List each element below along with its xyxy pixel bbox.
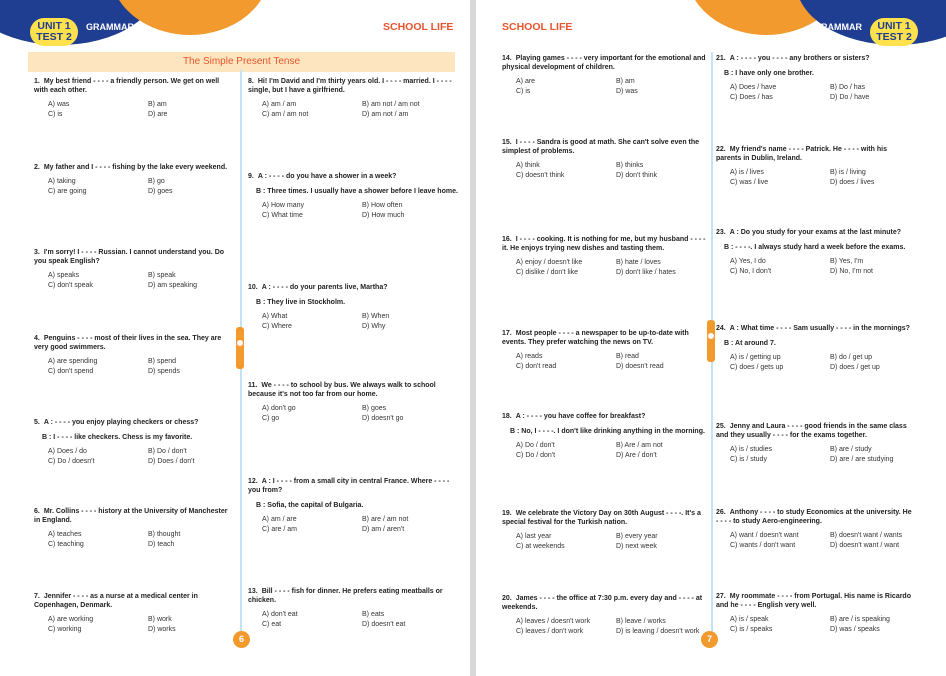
question-23 <box>716 228 914 276</box>
question-25 <box>716 422 914 464</box>
question-number: 21. <box>716 55 726 62</box>
answer-options <box>248 404 458 423</box>
dialogue-line: B : They live in Stockholm. <box>256 299 346 306</box>
question-7 <box>34 592 234 634</box>
answer-options <box>248 610 458 629</box>
answer-option[interactable]: B) read <box>616 353 639 360</box>
answer-options <box>502 617 706 636</box>
answer-option[interactable]: B) thought <box>148 531 181 538</box>
question-number: 24. <box>716 325 726 332</box>
answer-options <box>34 615 234 634</box>
question-number: 8. <box>248 78 254 85</box>
answer-option[interactable]: B) goes <box>362 405 387 412</box>
question-8 <box>248 77 458 119</box>
answer-options <box>716 353 914 372</box>
side-tab-marker <box>707 320 715 362</box>
answer-options <box>34 447 234 466</box>
question-text: Jennifer - - - - as a nurse at a medical center in Copenhagen, Denmark. <box>34 593 198 609</box>
answer-option[interactable]: A) leaves / doesn't work <box>516 618 591 625</box>
question-number: 17. <box>502 330 512 337</box>
answer-option[interactable]: C) was / live <box>730 179 769 186</box>
answer-option[interactable]: B) every year <box>616 533 658 540</box>
answer-options <box>34 177 234 196</box>
answer-option[interactable]: D) next week <box>616 543 657 550</box>
answer-option[interactable]: B) hate / loves <box>616 259 661 266</box>
answer-option[interactable]: C) are going <box>48 188 87 195</box>
answer-option[interactable]: C) am / am not <box>262 111 309 118</box>
answer-option[interactable]: C) don't spend <box>48 368 94 375</box>
answer-option[interactable]: D) is leaving / doesn't work <box>616 628 700 635</box>
answer-option[interactable]: D) am / aren't <box>362 526 405 533</box>
answer-option[interactable]: D) No, I'm not <box>830 268 873 275</box>
answer-options <box>502 532 706 551</box>
question-17 <box>502 329 706 371</box>
question-stem <box>716 145 914 163</box>
dialogue-line: B : I have only one brother. <box>724 70 814 77</box>
dialogue-line: B : At around 7. <box>724 340 776 347</box>
test-label: TEST 2 <box>876 31 912 43</box>
answer-option[interactable]: A) is / speak <box>730 616 769 623</box>
question-number: 10. <box>248 284 258 291</box>
answer-options <box>34 100 234 119</box>
question-stem <box>502 509 706 527</box>
question-text: James - - - - the office at 7:30 p.m. every day and - - - - at weekends. <box>502 595 703 611</box>
unit-label: UNIT 1 <box>877 20 911 32</box>
answer-options <box>716 531 914 550</box>
question-text: A : - - - - do you have a shower in a week? <box>257 173 397 180</box>
answer-option[interactable]: C) is <box>516 88 531 95</box>
question-text: I'm sorry! I - - - - Russian. I cannot understand you. Do you speak English? <box>34 249 225 265</box>
answer-option[interactable]: C) is / speaks <box>730 626 773 633</box>
question-text: We celebrate the Victory Day on 30th August - - - -. It's a special festival for the Turkish nation. <box>502 510 701 526</box>
question-number: 27. <box>716 593 726 600</box>
question-15 <box>502 138 706 180</box>
question-20 <box>502 594 706 636</box>
question-text: Playing games - - - - very important for the emotional and physical development of children. <box>502 55 706 71</box>
answer-option[interactable]: A) What <box>262 313 288 320</box>
answer-option[interactable]: D) doesn't read <box>616 363 664 370</box>
question-13 <box>248 587 458 629</box>
answer-options <box>34 357 234 376</box>
question-text: A : - - - - do your parents live, Martha? <box>261 284 388 291</box>
question-18 <box>502 412 706 460</box>
question-stem <box>34 163 234 172</box>
answer-option[interactable]: B) am <box>616 78 635 85</box>
question-stem <box>34 592 234 610</box>
question-text: My father and I - - - - fishing by the lake every weekend. <box>43 164 228 171</box>
question-number: 6. <box>34 508 40 515</box>
answer-option[interactable]: D) doesn't go <box>362 415 404 422</box>
answer-option[interactable]: A) teaches <box>48 531 82 538</box>
question-stem <box>248 381 458 399</box>
page-number: 7 <box>701 631 718 648</box>
question-number: 20. <box>502 595 512 602</box>
unit-badge <box>30 18 78 46</box>
answer-option[interactable]: B) go <box>148 178 165 185</box>
question-stem <box>502 412 706 421</box>
question-text: Mr. Collins - - - - history at the University of Manchester in England. <box>34 508 228 524</box>
question-text: My roommate - - - - from Portugal. His name is Ricardo and he - - - - English very well. <box>716 593 911 609</box>
question-12 <box>248 477 458 534</box>
answer-option[interactable]: D) spends <box>148 368 180 375</box>
answer-option[interactable]: A) last year <box>516 533 552 540</box>
question-stem <box>248 587 458 605</box>
question-text: Hi! I'm David and I'm thirty years old. I - - - - married. I - - - - single, but I have a girlfriend. <box>248 78 452 94</box>
question-number: 22. <box>716 146 726 153</box>
question-24 <box>716 324 914 372</box>
answer-option[interactable]: C) at weekends <box>516 543 565 550</box>
question-text: Most people - - - - a newspaper to be up-to-date with events. They prefer watching the news on TV. <box>502 330 689 346</box>
answer-option[interactable]: C) No, I don't <box>730 268 772 275</box>
answer-option[interactable]: B) work <box>148 616 172 623</box>
answer-option[interactable]: A) Do / don't <box>516 442 555 449</box>
question-text: A : - - - - you have coffee for breakfast? <box>515 413 646 420</box>
question-text: A : - - - - you - - - - any brothers or sisters? <box>729 55 870 62</box>
answer-option[interactable]: D) are / are studying <box>830 456 894 463</box>
answer-option[interactable]: C) Does / has <box>730 94 773 101</box>
unit-label: UNIT 1 <box>37 20 71 32</box>
answer-option[interactable]: D) doesn't want / want <box>830 542 900 549</box>
answer-option[interactable]: A) think <box>516 162 540 169</box>
answer-option[interactable]: B) leave / works <box>616 618 666 625</box>
question-number: 25. <box>716 423 726 430</box>
answer-option[interactable]: D) am not / am <box>362 111 409 118</box>
answer-option[interactable]: B) am <box>148 101 167 108</box>
answer-options <box>502 441 706 460</box>
answer-option[interactable]: A) don't eat <box>262 611 298 618</box>
answer-option[interactable]: A) Yes, I do <box>730 258 766 265</box>
question-stem <box>34 334 234 352</box>
answer-option[interactable]: D) Why <box>362 323 386 330</box>
question-9 <box>248 172 458 220</box>
question-number: 15. <box>502 139 512 146</box>
question-number: 12. <box>248 478 258 485</box>
answer-option[interactable]: A) don't go <box>262 405 296 412</box>
question-22 <box>716 145 914 187</box>
question-stem <box>716 592 914 610</box>
answer-option[interactable]: A) was <box>48 101 70 108</box>
answer-option[interactable]: D) doesn't eat <box>362 621 406 628</box>
answer-option[interactable]: C) does / gets up <box>730 364 784 371</box>
school-life-label: SCHOOL LIFE <box>502 21 573 33</box>
question-stem <box>34 248 234 266</box>
question-stem <box>716 54 914 63</box>
question-number: 4. <box>34 335 40 342</box>
question-26 <box>716 508 914 550</box>
answer-option[interactable]: B) Yes, I'm <box>830 258 864 265</box>
answer-options <box>716 615 914 634</box>
section-title: The Simple Present Tense <box>28 52 455 72</box>
answer-option[interactable]: B) is / living <box>830 169 866 176</box>
answer-option[interactable]: B) How often <box>362 202 403 209</box>
answer-option[interactable]: A) is / studies <box>730 446 773 453</box>
answer-option[interactable]: B) thinks <box>616 162 644 169</box>
answer-option[interactable]: C) don't read <box>516 363 557 370</box>
question-number: 1. <box>34 78 40 85</box>
question-16 <box>502 235 706 277</box>
unit-badge <box>870 18 918 46</box>
answer-option[interactable]: B) doesn't want / wants <box>830 532 903 539</box>
answer-option[interactable]: B) speak <box>148 272 176 279</box>
answer-option[interactable]: B) are / study <box>830 446 872 453</box>
answer-option[interactable]: A) are <box>516 78 536 85</box>
answer-option[interactable]: C) Do / doesn't <box>48 458 95 465</box>
answer-option[interactable]: D) Are / don't <box>616 452 657 459</box>
school-life-label: SCHOOL LIFE <box>383 21 454 33</box>
answer-options <box>248 201 458 220</box>
test-label: TEST 2 <box>36 31 72 43</box>
answer-option[interactable]: B) spend <box>148 358 177 365</box>
question-number: 3. <box>34 249 40 256</box>
answer-option[interactable]: D) Do / have <box>830 94 870 101</box>
question-6 <box>34 507 234 549</box>
answer-option[interactable]: C) leaves / don't work <box>516 628 584 635</box>
answer-options <box>248 515 458 534</box>
answer-option[interactable]: B) Are / am not <box>616 442 663 449</box>
answer-option[interactable]: A) are spending <box>48 358 98 365</box>
answer-option[interactable]: D) does / get up <box>830 364 880 371</box>
answer-option[interactable]: B) Do / don't <box>148 448 187 455</box>
answer-options <box>34 271 234 290</box>
answer-option[interactable]: C) eat <box>262 621 282 628</box>
answer-option[interactable]: B) am not / am not <box>362 101 420 108</box>
question-number: 13. <box>248 588 258 595</box>
question-19 <box>502 509 706 551</box>
question-number: 2. <box>34 164 40 171</box>
answer-options <box>502 77 706 96</box>
question-text: Penguins - - - - most of their lives in the sea. They are very good swimmers. <box>34 335 222 351</box>
question-stem <box>502 138 706 156</box>
question-stem <box>34 418 234 427</box>
answer-option[interactable]: C) working <box>48 626 82 633</box>
answer-option[interactable]: A) is / lives <box>730 169 764 176</box>
answer-option[interactable]: D) was / speaks <box>830 626 880 633</box>
question-14 <box>502 54 706 96</box>
answer-option[interactable]: D) are <box>148 111 168 118</box>
question-stem <box>716 228 914 237</box>
answer-option[interactable]: A) Does / have <box>730 84 777 91</box>
question-stem <box>716 508 914 526</box>
question-4 <box>34 334 234 376</box>
question-number: 5. <box>34 419 40 426</box>
answer-option[interactable]: B) Do / has <box>830 84 866 91</box>
answer-options <box>248 100 458 119</box>
question-21 <box>716 54 914 102</box>
answer-options <box>502 352 706 371</box>
question-11 <box>248 381 458 423</box>
question-number: 26. <box>716 509 726 516</box>
question-stem <box>248 283 458 292</box>
question-stem <box>716 324 914 333</box>
right-page <box>476 0 946 676</box>
dialogue-line: B : - - - -. I always study hard a week before the exams. <box>724 244 906 251</box>
answer-option[interactable]: D) does / lives <box>830 179 875 186</box>
question-text: I - - - - Sandra is good at math. She can't solve even the simplest of problems. <box>502 139 700 155</box>
question-number: 9. <box>248 173 254 180</box>
dialogue-line: B : I - - - - like checkers. Chess is my favorite. <box>42 434 193 441</box>
question-number: 14. <box>502 55 512 62</box>
answer-option[interactable]: C) is <box>48 111 63 118</box>
answer-options <box>34 530 234 549</box>
answer-option[interactable]: C) Do / don't <box>516 452 556 459</box>
answer-option[interactable]: A) speaks <box>48 272 80 279</box>
question-5 <box>34 418 234 466</box>
answer-option[interactable]: D) works <box>148 626 176 633</box>
question-stem <box>248 172 458 181</box>
grammar-label: GRAMMAR <box>814 22 862 32</box>
side-tab-marker <box>236 327 244 369</box>
question-stem <box>502 329 706 347</box>
question-text: My friend's name - - - - Patrick. He - - - - with his parents in Dublin, Ireland. <box>716 146 887 162</box>
answer-option[interactable]: A) How many <box>262 202 305 209</box>
answer-options <box>716 168 914 187</box>
question-text: Jenny and Laura - - - - good friends in the same class and they usually - - - - for the exams together. <box>716 423 907 439</box>
answer-option[interactable]: C) Where <box>262 323 292 330</box>
answer-option[interactable]: C) wants / don't want <box>730 542 796 549</box>
answer-options <box>716 83 914 102</box>
answer-option[interactable]: A) taking <box>48 178 76 185</box>
answer-option[interactable]: D) teach <box>148 541 175 548</box>
question-text: A : - - - - you enjoy playing checkers or chess? <box>43 419 199 426</box>
question-text: A : What time - - - - Sam usually - - - - in the mornings? <box>729 325 910 332</box>
left-page <box>0 0 470 676</box>
dialogue-line: B : No, I - - - -. I don't like drinking anything in the morning. <box>510 428 705 435</box>
answer-option[interactable]: D) goes <box>148 188 173 195</box>
answer-option[interactable]: A) reads <box>516 353 543 360</box>
answer-options <box>502 258 706 277</box>
question-stem <box>502 54 706 72</box>
answer-option[interactable]: A) Does / do <box>48 448 87 455</box>
answer-option[interactable]: C) go <box>262 415 280 422</box>
question-number: 23. <box>716 229 726 236</box>
question-1 <box>34 77 234 119</box>
question-2 <box>34 163 234 196</box>
answer-options <box>716 257 914 276</box>
question-stem <box>248 477 458 495</box>
answer-option[interactable]: C) dislike / don't like <box>516 269 579 276</box>
answer-options <box>248 312 458 331</box>
question-text: My best friend - - - - a friendly person. We get on well with each other. <box>34 78 220 94</box>
answer-option[interactable]: D) am speaking <box>148 282 198 289</box>
answer-option[interactable]: B) When <box>362 313 390 320</box>
question-number: 19. <box>502 510 512 517</box>
answer-option[interactable]: A) am / am <box>262 101 297 108</box>
question-text: A : I - - - - from a small city in central France. Where - - - - you from? <box>248 478 450 494</box>
question-3 <box>34 248 234 290</box>
question-stem <box>34 77 234 95</box>
answer-option[interactable]: D) was <box>616 88 638 95</box>
question-stem <box>502 235 706 253</box>
answer-option[interactable]: C) doesn't think <box>516 172 565 179</box>
answer-options <box>502 161 706 180</box>
answer-option[interactable]: D) Does / don't <box>148 458 195 465</box>
answer-option[interactable]: D) don't think <box>616 172 658 179</box>
answer-option[interactable]: A) are working <box>48 616 94 623</box>
question-stem <box>34 507 234 525</box>
question-number: 16. <box>502 236 512 243</box>
question-text: Anthony - - - - to study Economics at the university. He - - - - to study Aero-engineering. <box>716 509 912 525</box>
answer-option[interactable]: B) eats <box>362 611 385 618</box>
question-text: I - - - - cooking. It is nothing for me, but my husband - - - - it. He enjoys trying new dishes and tasting them. <box>502 236 706 252</box>
dialogue-line: B : Sofia, the capital of Bulgaria. <box>256 502 364 509</box>
question-number: 7. <box>34 593 40 600</box>
question-text: We - - - - to school by bus. We always walk to school because it's not too far from our home. <box>248 382 436 398</box>
grammar-label: GRAMMAR <box>86 22 134 32</box>
answer-options <box>716 445 914 464</box>
answer-option[interactable]: A) am / are <box>262 516 297 523</box>
answer-option[interactable]: B) are / am not <box>362 516 409 523</box>
answer-option[interactable]: B) are / is speaking <box>830 616 890 623</box>
question-27 <box>716 592 914 634</box>
question-number: 11. <box>248 382 258 389</box>
answer-option[interactable]: A) want / doesn't want <box>730 532 799 539</box>
answer-option[interactable]: D) How much <box>362 212 405 219</box>
question-number: 18. <box>502 413 512 420</box>
answer-option[interactable]: C) don't speak <box>48 282 93 289</box>
answer-option[interactable]: C) is / study <box>730 456 767 463</box>
answer-option[interactable]: A) enjoy / doesn't like <box>516 259 583 266</box>
page-number: 6 <box>233 631 250 648</box>
answer-option[interactable]: D) don't like / hates <box>616 269 676 276</box>
question-stem <box>716 422 914 440</box>
dialogue-line: B : Three times. I usually have a shower before I leave home. <box>256 188 458 195</box>
answer-option[interactable]: B) do / get up <box>830 354 873 361</box>
answer-option[interactable]: C) teaching <box>48 541 84 548</box>
answer-option[interactable]: C) What time <box>262 212 303 219</box>
question-stem <box>502 594 706 612</box>
answer-option[interactable]: C) are / am <box>262 526 298 533</box>
question-text: Bill - - - - fish for dinner. He prefers eating meatballs or chicken. <box>248 588 443 604</box>
answer-option[interactable]: A) is / getting up <box>730 354 781 361</box>
question-10 <box>248 283 458 331</box>
question-stem <box>248 77 458 95</box>
question-text: A : Do you study for your exams at the last minute? <box>729 229 902 236</box>
